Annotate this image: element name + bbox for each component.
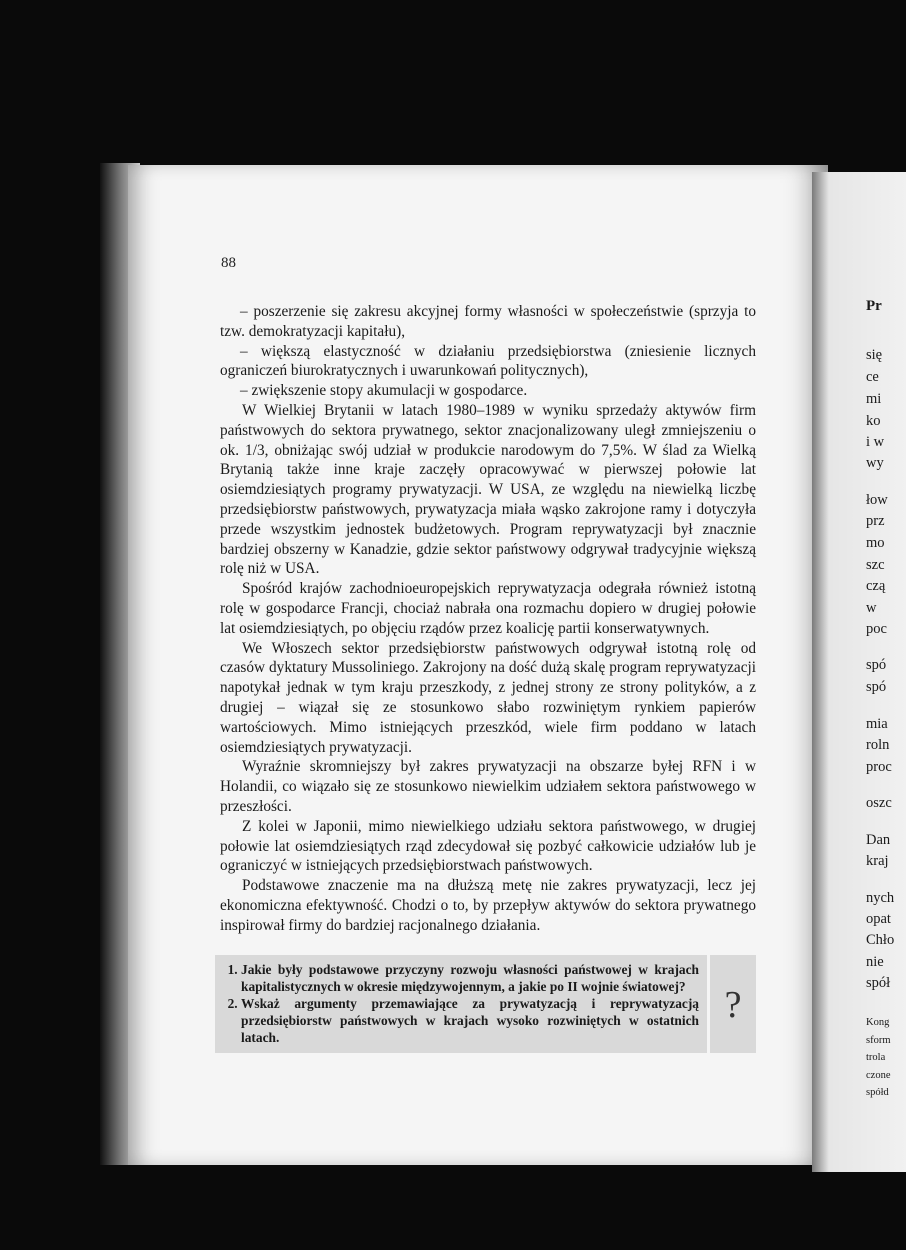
next-page-fragment: nie	[866, 954, 884, 970]
next-page-fragment: czą	[866, 578, 886, 594]
paragraph: W Wielkiej Brytanii w latach 1980–1989 w wyniku sprzedaży aktywów firm państwowych do sektora prywatnego, sektor znacjonalizowany uległ zmniejszeniu o ok. 1/3, obniżając swój udział w produkcie narodowym do 7,5%. W ślad za Wielką Brytanią także inne kraje zaczęły opracowywać w pierwszej połowie lat osiemdziesiątych programy prywatyzacji. W USA, ze względu na niewielką liczbę przedsiębiorstw państwowych, prywatyzacja miała wąsko zakrojone ramy i dotyczyła przede wszystkim jednostek budżetowych. Program reprywatyzacji był znacznie bardziej obszerny w Kanadzie, gdzie sektor państwowy odgrywał tradycyjnie większą rolę niż w USA.	[220, 401, 756, 578]
paragraph: Podstawowe znaczenie ma na dłuższą metę nie zakres prywatyzacji, lecz jej ekonomiczna efektywność. Chodzi o to, by przepływ aktywów do sektora prywatnego inspirował firmy do bardziej racjonalnego działania.	[220, 877, 756, 934]
question-item: 2. Wskaż argumenty przemawiające za prywatyzacją i reprywatyzacją przedsiębiorstw państwowych w krajach wysoko rozwiniętych w ostatnich latach.	[241, 995, 699, 1046]
next-page-fragment: w	[866, 600, 877, 616]
next-page-fragment: i w	[866, 434, 885, 450]
paragraph: Spośród krajów zachodnioeuropejskich reprywatyzacja odegrała również istotną rolę w gospodarce Francji, chociaż nabrała ona rozmachu dopiero w drugiej połowie lat osiemdziesiątych, po objęciu rządów przez koalicję partii konserwatywnych.	[220, 580, 756, 637]
next-page-fragment: ce	[866, 369, 879, 385]
next-page-fragment: mi	[866, 391, 882, 407]
page-number: 88	[221, 255, 236, 271]
next-page-fragment: poc	[866, 621, 887, 637]
next-page-fragment: spół	[866, 975, 891, 991]
question-item: 1. Jakie były podstawowe przyczyny rozwoju własności państwowej w krajach kapitalistycznych w okresie międzywojennym, a jakie po II wojnie światowej?	[241, 961, 699, 995]
next-page-fragment: trola	[866, 1052, 886, 1063]
next-page-fragment: spó	[866, 657, 887, 673]
question-mark-panel	[710, 955, 756, 1053]
paragraph: We Włoszech sektor przedsiębiorstw państwowych odgrywał istotną rolę od czasów dyktatury Mussoliniego. Zakrojony na dość dużą skalę program reprywatyzacji napotykał jednak w tym kraju przeszkody, z jednej strony ze strony polityków, a z drugiej – wiązał się ze stosunkowo słabo rozwiniętym rynkiem papierów wartościowych. Mimo istniejących przeszkód, wiele firm poddano w latach osiemdziesiątych prywatyzacji.	[220, 639, 756, 756]
next-page-fragment: łow	[866, 492, 888, 508]
question-mark-icon: ?	[724, 984, 742, 1026]
next-page-fragment: opat	[866, 911, 891, 927]
next-page-fragment: ko	[866, 413, 881, 429]
questions-list	[221, 961, 699, 1046]
next-page-fragment: roln	[866, 737, 890, 753]
next-page-fragment: sform	[866, 1035, 891, 1046]
body-text	[220, 302, 756, 936]
paragraph: Wyraźnie skromniejszy był zakres prywatyzacji na obszarze byłej RFN i w Holandii, co wiązało się ze stosunkowo niewielkim udziałem sektora państwowego w przeszłości.	[220, 758, 756, 815]
next-page-fragment: oszc	[866, 795, 892, 811]
next-page-fragment: spó	[866, 679, 887, 695]
paragraph: – poszerzenie się zakresu akcyjnej formy własności w społeczeństwie (sprzyja to tzw. demokratyzacji kapitału),	[220, 303, 756, 340]
next-page-fragment: wy	[866, 455, 884, 471]
next-page-fragment: proc	[866, 759, 892, 775]
next-page-fragment: mo	[866, 535, 885, 551]
paragraph: – większą elastyczność w działaniu przedsiębiorstwa (zniesienie licznych ograniczeń biurokratycznych i uwarunkowań politycznych),	[220, 342, 756, 380]
next-page-fragment: Chło	[866, 932, 895, 948]
next-page-fragment: szc	[866, 557, 885, 573]
next-page-fragment: mia	[866, 716, 888, 732]
next-page-fragment: kraj	[866, 853, 889, 869]
next-page-fragment: Pr	[866, 298, 882, 314]
paragraph: Z kolei w Japonii, mimo niewielkiego udziału sektora państwowego, w drugiej połowie lat osiemdziesiątych rząd zdecydował się pozbyć całkowicie udziałów lub je ograniczyć w istniejących przedsiębiorstwach państwowych.	[220, 817, 756, 875]
next-page-fragment: spółd	[866, 1087, 889, 1098]
next-page-fragment: Kong	[866, 1017, 890, 1028]
next-page-fragment: Dan	[866, 832, 891, 848]
paragraph: – zwiększenie stopy akumulacji w gospodarce.	[240, 382, 528, 400]
review-questions-box	[215, 955, 707, 1053]
next-page-fragment: prz	[866, 513, 885, 529]
next-page-fragment: nych	[866, 890, 895, 906]
next-page-fragment: się	[866, 347, 883, 363]
next-page-fragment: czone	[866, 1070, 891, 1081]
